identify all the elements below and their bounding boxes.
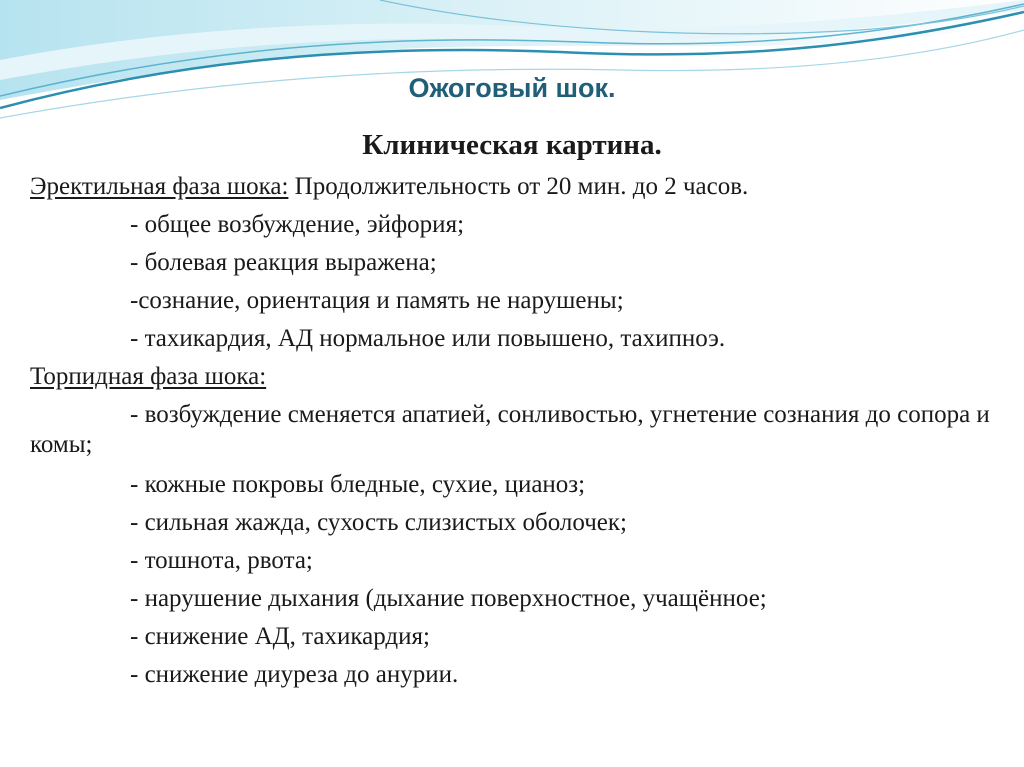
slide-subtitle: Клиническая картина. [362, 129, 662, 161]
list-item: -сознание, ориентация и память не нарушены; [130, 287, 624, 314]
torpid-phase-line [30, 358, 1005, 396]
list-item: - возбуждение сменяется апатией, сонливостью, угнетение сознания до сопора и комы; [30, 401, 990, 458]
torpid-phase-heading: Торпидная фаза шока: [30, 363, 267, 390]
decorative-waves [0, 0, 1024, 130]
erectile-phase-duration: Продолжительность от 20 мин. до 2 часов. [288, 173, 749, 200]
list-item: - болевая реакция выражена; [130, 249, 437, 276]
slide-title: Ожоговый шок. [408, 73, 616, 103]
list-item: - снижение диуреза до анурии. [130, 661, 459, 688]
erectile-phase-heading: Эректильная фаза шока: [30, 173, 289, 200]
list-item: - кожные покровы бледные, сухие, цианоз; [130, 471, 586, 498]
list-item: - снижение АД, тахикардия; [130, 623, 430, 650]
list-item: - тошнота, рвота; [130, 547, 313, 574]
list-item: - сильная жажда, сухость слизистых оболочек; [130, 509, 627, 536]
slide-content [30, 168, 1005, 694]
list-item: - нарушение дыхания (дыхание поверхностное, учащённое; [130, 585, 767, 612]
list-item: - общее возбуждение, эйфория; [130, 211, 465, 238]
list-item: - тахикардия, АД нормальное или повышено, тахипноэ. [130, 325, 726, 352]
erectile-phase-line [30, 168, 1005, 206]
